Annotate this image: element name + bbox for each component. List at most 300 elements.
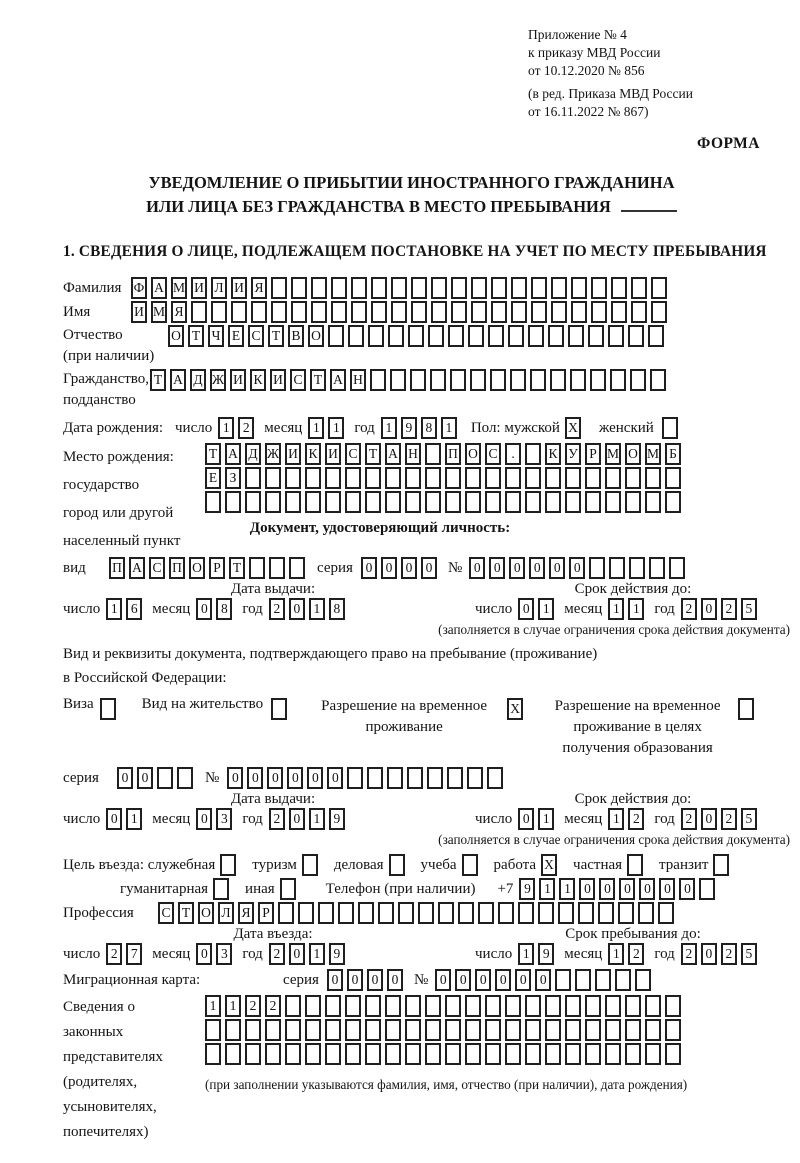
char-cell bbox=[738, 698, 754, 720]
char-cell bbox=[568, 325, 584, 347]
char-cell bbox=[271, 277, 287, 299]
char-cell bbox=[645, 1019, 661, 1041]
char-cell: 0 bbox=[347, 969, 363, 991]
char-cell bbox=[618, 902, 634, 924]
char-cell bbox=[555, 969, 571, 991]
char-cell: 2 bbox=[106, 943, 122, 965]
char-cell bbox=[205, 1043, 221, 1065]
char-cell bbox=[249, 557, 265, 579]
char-cell: А bbox=[225, 443, 241, 465]
char-cell: X bbox=[507, 698, 523, 720]
char-cell bbox=[411, 301, 427, 323]
char-cell bbox=[625, 467, 641, 489]
char-cell bbox=[191, 301, 207, 323]
char-cell: 3 bbox=[216, 808, 232, 830]
char-cell bbox=[445, 491, 461, 513]
char-cell bbox=[565, 491, 581, 513]
char-cell bbox=[595, 969, 611, 991]
char-cell: 2 bbox=[628, 943, 644, 965]
char-cell bbox=[425, 1019, 441, 1041]
temp-residence-label-line1: Разрешение на временное bbox=[321, 698, 488, 714]
char-cell: Т bbox=[178, 902, 194, 924]
char-cell bbox=[713, 854, 729, 876]
representatives-note: (при заполнении указываются фамилия, имя, отчество (при наличии), дата рождения) bbox=[205, 1077, 688, 1092]
day-label: число bbox=[175, 419, 213, 436]
char-cell bbox=[531, 277, 547, 299]
name-row bbox=[63, 301, 790, 323]
char-cell bbox=[530, 369, 546, 391]
char-cell: 0 bbox=[367, 969, 383, 991]
char-cell bbox=[585, 995, 601, 1017]
char-cell: 9 bbox=[329, 808, 345, 830]
char-cell: 9 bbox=[329, 943, 345, 965]
char-cell: 1 bbox=[106, 598, 122, 620]
char-cell bbox=[465, 491, 481, 513]
day-label: число bbox=[63, 600, 101, 617]
char-cell bbox=[398, 902, 414, 924]
char-cell bbox=[635, 969, 651, 991]
char-cell: 8 bbox=[216, 598, 232, 620]
char-cell: О bbox=[308, 325, 324, 347]
char-cell: Т bbox=[150, 369, 166, 391]
char-cell bbox=[338, 902, 354, 924]
char-cell: 6 bbox=[126, 598, 142, 620]
char-cell bbox=[505, 1043, 521, 1065]
char-cell: О bbox=[625, 443, 641, 465]
char-cell: Т bbox=[310, 369, 326, 391]
char-cell: X bbox=[541, 854, 557, 876]
char-cell: Б bbox=[665, 443, 681, 465]
char-cell bbox=[525, 467, 541, 489]
patronymic-label-line2: (при наличии) bbox=[63, 348, 155, 364]
char-cell bbox=[665, 1019, 681, 1041]
char-cell: 2 bbox=[721, 808, 737, 830]
char-cell bbox=[285, 491, 301, 513]
permit-valid-note: (заполняется в случае ограничения срока действия документа) bbox=[438, 832, 790, 847]
doc-dates-row bbox=[63, 598, 790, 620]
permit-series-cells bbox=[117, 767, 197, 789]
char-cell: 0 bbox=[569, 557, 585, 579]
char-cell: К bbox=[250, 369, 266, 391]
char-cell: И bbox=[285, 443, 301, 465]
char-cell bbox=[271, 301, 287, 323]
char-cell: 0 bbox=[455, 969, 471, 991]
char-cell: В bbox=[288, 325, 304, 347]
representatives-label-line2: законных bbox=[63, 1024, 124, 1040]
permit-paragraph-line2: в Российской Федерации: bbox=[63, 670, 227, 686]
char-cell bbox=[331, 277, 347, 299]
char-cell: С bbox=[158, 902, 174, 924]
char-cell: К bbox=[305, 443, 321, 465]
char-cell: О bbox=[189, 557, 205, 579]
char-cell bbox=[508, 325, 524, 347]
char-cell: 0 bbox=[287, 767, 303, 789]
char-cell bbox=[205, 1019, 221, 1041]
birth-date-label: Дата рождения: bbox=[63, 419, 164, 436]
purpose-work-checkbox bbox=[541, 854, 561, 876]
char-cell bbox=[265, 1019, 281, 1041]
char-cell: 0 bbox=[196, 943, 212, 965]
sex-male-label: Пол: мужской bbox=[470, 419, 560, 436]
birth-place-label bbox=[63, 443, 205, 555]
purpose-row2 bbox=[63, 878, 790, 900]
char-cell bbox=[485, 1043, 501, 1065]
char-cell bbox=[345, 491, 361, 513]
char-cell bbox=[565, 467, 581, 489]
representatives-block bbox=[63, 995, 790, 1145]
entry-year-cells bbox=[269, 943, 349, 965]
char-cell bbox=[265, 491, 281, 513]
mig-series-label: серия bbox=[283, 971, 319, 988]
form-title bbox=[63, 171, 760, 219]
representatives-label-line5: усыновителях, bbox=[63, 1099, 157, 1115]
char-cell: Р bbox=[585, 443, 601, 465]
permit-valid-year-cells bbox=[681, 808, 761, 830]
doc-series-label: серия bbox=[317, 559, 353, 576]
temp-residence-edu-checkbox bbox=[738, 696, 758, 720]
char-cell bbox=[430, 369, 446, 391]
year-label: год bbox=[242, 945, 263, 962]
doc-valid-day-cells bbox=[518, 598, 558, 620]
permit-issue-month-cells bbox=[196, 808, 236, 830]
char-cell: 0 bbox=[701, 808, 717, 830]
purpose-other-label: иная bbox=[245, 880, 275, 897]
year-label: год bbox=[654, 600, 675, 617]
char-cell bbox=[625, 1019, 641, 1041]
name-label: Имя bbox=[63, 303, 91, 320]
char-cell bbox=[305, 1043, 321, 1065]
char-cell bbox=[651, 277, 667, 299]
birth-place-cells-row2 bbox=[205, 467, 685, 489]
char-cell: 0 bbox=[509, 557, 525, 579]
purpose-transit-label: транзит bbox=[659, 856, 709, 873]
char-cell: Ф bbox=[131, 277, 147, 299]
char-cell: 1 bbox=[309, 808, 325, 830]
form-title-line2-text: ИЛИ ЛИЦА БЕЗ ГРАЖДАНСТВА В МЕСТО ПРЕБЫВАНИЯ bbox=[146, 197, 611, 216]
day-label: число bbox=[63, 945, 101, 962]
form-label: ФОРМА bbox=[696, 135, 760, 152]
char-cell bbox=[425, 443, 441, 465]
stay-until-caption: Срок пребывания до: bbox=[565, 926, 701, 942]
char-cell bbox=[345, 467, 361, 489]
birth-day-cells bbox=[218, 417, 258, 439]
entry-date-caption: Дата въезда: bbox=[233, 926, 313, 942]
permit-valid-month-cells bbox=[608, 808, 648, 830]
char-cell bbox=[699, 878, 715, 900]
char-cell bbox=[631, 301, 647, 323]
char-cell bbox=[571, 301, 587, 323]
char-cell bbox=[608, 325, 624, 347]
permit-valid-caption: Срок действия до: bbox=[574, 791, 692, 807]
form-title-line1: УВЕДОМЛЕНИЕ О ПРИБЫТИИ ИНОСТРАННОГО ГРАЖДАНИНА bbox=[148, 173, 675, 192]
char-cell bbox=[468, 325, 484, 347]
char-cell bbox=[280, 878, 296, 900]
char-cell: 0 bbox=[599, 878, 615, 900]
char-cell bbox=[291, 301, 307, 323]
name-cells bbox=[131, 301, 671, 323]
representatives-label-line3: представителях bbox=[63, 1049, 163, 1065]
char-cell bbox=[365, 467, 381, 489]
purpose-private-label: частная bbox=[573, 856, 623, 873]
char-cell: 1 bbox=[608, 598, 624, 620]
char-cell: Я bbox=[171, 301, 187, 323]
char-cell bbox=[265, 467, 281, 489]
char-cell bbox=[658, 902, 674, 924]
char-cell: 0 bbox=[475, 969, 491, 991]
char-cell: И bbox=[131, 301, 147, 323]
char-cell bbox=[291, 277, 307, 299]
profession-label: Профессия bbox=[63, 904, 134, 921]
char-cell: 5 bbox=[741, 598, 757, 620]
day-label: число bbox=[475, 945, 513, 962]
char-cell bbox=[405, 995, 421, 1017]
surname-row bbox=[63, 277, 790, 299]
char-cell: 0 bbox=[289, 598, 305, 620]
char-cell bbox=[378, 902, 394, 924]
representatives-cells-row2 bbox=[205, 1019, 727, 1041]
patronymic-row bbox=[63, 325, 790, 367]
char-cell: 0 bbox=[196, 808, 212, 830]
year-label: год bbox=[654, 945, 675, 962]
char-cell bbox=[625, 1043, 641, 1065]
char-cell bbox=[551, 277, 567, 299]
doc-issue-month-cells bbox=[196, 598, 236, 620]
char-cell bbox=[605, 995, 621, 1017]
char-cell bbox=[650, 369, 666, 391]
char-cell: Т bbox=[365, 443, 381, 465]
char-cell bbox=[505, 995, 521, 1017]
appendix-header bbox=[528, 26, 718, 121]
permit-series-row bbox=[63, 767, 790, 789]
doc-issue-day-cells bbox=[106, 598, 146, 620]
birth-place-block bbox=[63, 443, 790, 555]
char-cell bbox=[269, 557, 285, 579]
char-cell: 0 bbox=[137, 767, 153, 789]
char-cell: А bbox=[151, 277, 167, 299]
char-cell bbox=[525, 443, 541, 465]
char-cell bbox=[387, 767, 403, 789]
doc-issue-year-cells bbox=[269, 598, 349, 620]
surname-cells bbox=[131, 277, 671, 299]
char-cell: М bbox=[605, 443, 621, 465]
char-cell bbox=[528, 325, 544, 347]
char-cell bbox=[427, 767, 443, 789]
char-cell bbox=[418, 902, 434, 924]
char-cell bbox=[451, 301, 467, 323]
char-cell bbox=[485, 1019, 501, 1041]
char-cell bbox=[648, 325, 664, 347]
char-cell: С bbox=[485, 443, 501, 465]
phone-cells bbox=[519, 878, 719, 900]
char-cell: 0 bbox=[267, 767, 283, 789]
char-cell: 0 bbox=[361, 557, 377, 579]
char-cell: 1 bbox=[205, 995, 221, 1017]
char-cell bbox=[571, 277, 587, 299]
permit-dates-captions bbox=[63, 791, 790, 808]
purpose-humanitarian-checkbox bbox=[213, 878, 233, 900]
char-cell: 0 bbox=[401, 557, 417, 579]
char-cell: 8 bbox=[329, 598, 345, 620]
char-cell bbox=[450, 369, 466, 391]
profession-row bbox=[63, 902, 790, 924]
char-cell: 0 bbox=[307, 767, 323, 789]
char-cell bbox=[610, 369, 626, 391]
char-cell: С bbox=[149, 557, 165, 579]
char-cell bbox=[545, 467, 561, 489]
char-cell bbox=[365, 1019, 381, 1041]
char-cell bbox=[645, 995, 661, 1017]
char-cell bbox=[627, 854, 643, 876]
permit-series-label: серия bbox=[63, 769, 99, 786]
char-cell: А bbox=[385, 443, 401, 465]
entry-dates-row bbox=[63, 943, 790, 965]
char-cell: П bbox=[169, 557, 185, 579]
char-cell: Н bbox=[350, 369, 366, 391]
char-cell bbox=[428, 325, 444, 347]
char-cell: 0 bbox=[535, 969, 551, 991]
doc-type-row bbox=[63, 557, 790, 579]
char-cell bbox=[665, 1043, 681, 1065]
char-cell: 0 bbox=[518, 808, 534, 830]
char-cell: 1 bbox=[539, 878, 555, 900]
char-cell: 2 bbox=[238, 417, 254, 439]
char-cell bbox=[305, 467, 321, 489]
permit-dates-row bbox=[63, 808, 790, 830]
char-cell bbox=[471, 277, 487, 299]
char-cell bbox=[545, 995, 561, 1017]
temp-residence-edu-label-line1: Разрешение на временное bbox=[554, 698, 721, 714]
permit-issue-caption: Дата выдачи: bbox=[230, 791, 316, 807]
char-cell bbox=[345, 1043, 361, 1065]
char-cell bbox=[302, 854, 318, 876]
month-label: месяц bbox=[152, 945, 191, 962]
char-cell: 2 bbox=[721, 943, 737, 965]
char-cell: Д bbox=[245, 443, 261, 465]
char-cell: 0 bbox=[579, 878, 595, 900]
char-cell bbox=[465, 467, 481, 489]
char-cell bbox=[391, 277, 407, 299]
char-cell bbox=[585, 1043, 601, 1065]
char-cell bbox=[550, 369, 566, 391]
char-cell bbox=[465, 995, 481, 1017]
citizenship-label bbox=[63, 369, 150, 411]
char-cell bbox=[425, 467, 441, 489]
doc-number-label: № bbox=[447, 559, 463, 576]
char-cell bbox=[271, 698, 287, 720]
purpose-official-checkbox bbox=[220, 854, 240, 876]
char-cell: 7 bbox=[126, 943, 142, 965]
char-cell bbox=[388, 325, 404, 347]
char-cell: 0 bbox=[515, 969, 531, 991]
char-cell bbox=[328, 325, 344, 347]
char-cell: 8 bbox=[421, 417, 437, 439]
permit-checkbox-row bbox=[63, 696, 790, 759]
char-cell: Т bbox=[188, 325, 204, 347]
purpose-work-label: работа bbox=[493, 856, 537, 873]
permit-paragraph bbox=[63, 642, 790, 690]
form-title-line2 bbox=[63, 195, 760, 219]
char-cell: 0 bbox=[679, 878, 695, 900]
char-cell: 2 bbox=[628, 808, 644, 830]
char-cell bbox=[645, 491, 661, 513]
char-cell: 1 bbox=[309, 598, 325, 620]
char-cell bbox=[605, 1019, 621, 1041]
purpose-humanitarian-label: гуманитарная bbox=[120, 880, 209, 897]
char-cell: И bbox=[231, 277, 247, 299]
section1-heading: 1. СВЕДЕНИЯ О ЛИЦЕ, ПОДЛЕЖАЩЕМ ПОСТАНОВКЕ НА УЧЕТ ПО МЕСТУ ПРЕБЫВАНИЯ bbox=[63, 243, 767, 260]
char-cell bbox=[425, 995, 441, 1017]
representatives-label-line4: (родителях, bbox=[63, 1074, 138, 1090]
citizenship-label-line1: Гражданство, bbox=[63, 371, 150, 387]
char-cell bbox=[325, 1019, 341, 1041]
doc-type-cells bbox=[109, 557, 309, 579]
char-cell bbox=[589, 557, 605, 579]
char-cell: 0 bbox=[489, 557, 505, 579]
char-cell bbox=[351, 301, 367, 323]
char-cell bbox=[498, 902, 514, 924]
doc-valid-caption: Срок действия до: bbox=[574, 581, 692, 597]
char-cell bbox=[385, 467, 401, 489]
char-cell: П bbox=[445, 443, 461, 465]
char-cell bbox=[245, 491, 261, 513]
char-cell: Ж bbox=[265, 443, 281, 465]
day-label: число bbox=[475, 600, 513, 617]
char-cell bbox=[598, 902, 614, 924]
char-cell: 0 bbox=[549, 557, 565, 579]
char-cell bbox=[565, 995, 581, 1017]
char-cell: С bbox=[345, 443, 361, 465]
char-cell bbox=[289, 557, 305, 579]
char-cell bbox=[605, 467, 621, 489]
day-label: число bbox=[475, 810, 513, 827]
migration-card-row bbox=[63, 969, 790, 991]
char-cell bbox=[525, 1019, 541, 1041]
purpose-study-checkbox bbox=[462, 854, 482, 876]
permit-number-label: № bbox=[205, 769, 220, 786]
entry-month-cells bbox=[196, 943, 236, 965]
char-cell: М bbox=[171, 277, 187, 299]
appendix-line: Приложение № 4 bbox=[528, 27, 627, 42]
char-cell bbox=[225, 491, 241, 513]
sex-female-checkbox bbox=[662, 417, 682, 439]
char-cell bbox=[645, 467, 661, 489]
char-cell bbox=[451, 277, 467, 299]
char-cell: У bbox=[565, 443, 581, 465]
surname-label: Фамилия bbox=[63, 279, 122, 296]
patronymic-label-line1: Отчество bbox=[63, 327, 123, 343]
char-cell: К bbox=[545, 443, 561, 465]
char-cell bbox=[365, 491, 381, 513]
char-cell bbox=[470, 369, 486, 391]
char-cell: 0 bbox=[106, 808, 122, 830]
doc-valid-note: (заполняется в случае ограничения срока действия документа) bbox=[438, 622, 790, 637]
birth-place-label-line3: город или другой bbox=[63, 505, 174, 521]
patronymic-label bbox=[63, 325, 168, 367]
char-cell: М bbox=[151, 301, 167, 323]
phone-prefix: +7 bbox=[497, 880, 514, 897]
char-cell: 9 bbox=[519, 878, 535, 900]
char-cell bbox=[448, 325, 464, 347]
char-cell bbox=[425, 491, 441, 513]
char-cell: Т bbox=[268, 325, 284, 347]
purpose-transit-checkbox bbox=[713, 854, 733, 876]
char-cell bbox=[591, 301, 607, 323]
char-cell: 0 bbox=[327, 969, 343, 991]
char-cell: 0 bbox=[495, 969, 511, 991]
char-cell bbox=[365, 995, 381, 1017]
char-cell bbox=[478, 902, 494, 924]
visa-label: Виза bbox=[63, 696, 94, 712]
